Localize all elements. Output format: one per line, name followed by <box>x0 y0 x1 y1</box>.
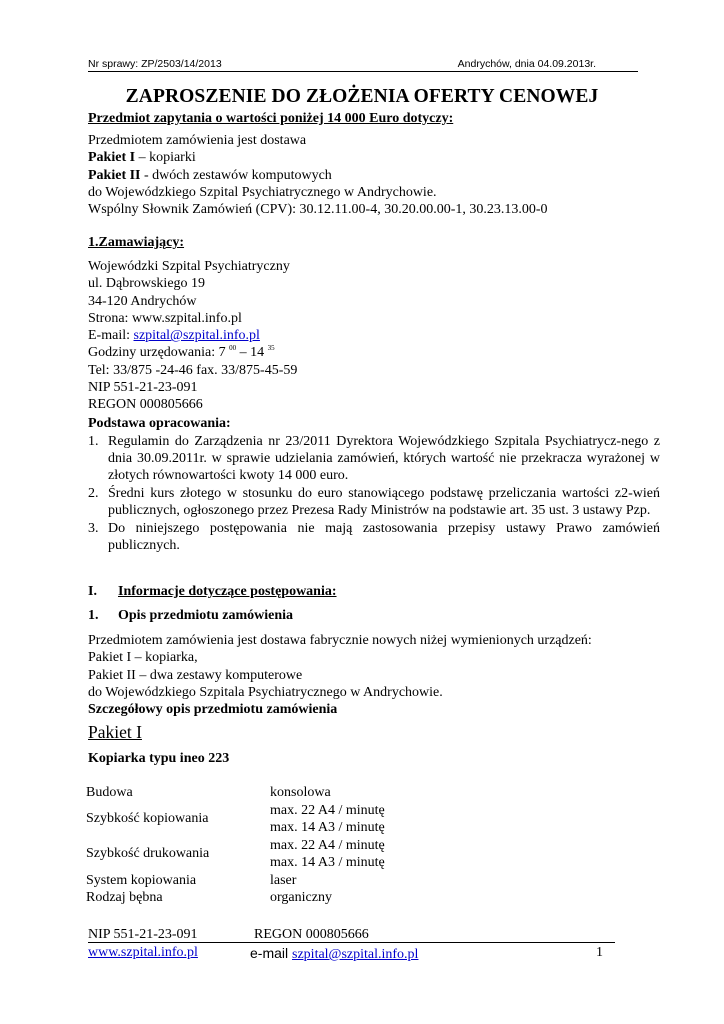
spec-value-line: max. 14 A3 / minutę <box>270 855 385 870</box>
hours-sup-end: 35 <box>267 344 275 353</box>
place-date: Andrychów, dnia 04.09.2013r. <box>457 58 596 70</box>
opis-line: do Wojewódzkiego Szpitala Psychiatrycznego w Andrychowie. <box>88 684 443 700</box>
hospital-name: Wojewódzki Szpital Psychiatryczny <box>88 259 290 274</box>
opis-line: Pakiet I – kopiarka, <box>88 650 198 666</box>
spec-value <box>268 802 387 837</box>
spec-value-line: max. 14 A3 / minutę <box>270 820 385 835</box>
spec-value-line: konsolowa <box>270 785 331 800</box>
list-text: Średni kurs złotego w stosunku do euro stanowiącego podstawę przeliczania wartości z2-wień publicznych, ogłoszonego przez Prezesa Rady Ministrów na podstawie art. 35 ust. 3 ustawy Pzp. <box>108 486 660 518</box>
opis-detail-heading: Szczegółowy opis przedmiotu zamówienia <box>88 702 338 718</box>
email-label: E-mail: <box>88 328 134 344</box>
zamawiajacy-heading: 1.Zamawiający: <box>88 235 185 250</box>
footer-email <box>250 945 418 963</box>
intro-cpv: Wspólny Słownik Zamówień (CPV): 30.12.11.00-4, 30.20.00.00-1, 30.23.13.00-0 <box>88 202 548 218</box>
document-subtitle: Przedmiot zapytania o wartości poniżej 14 000 Euro dotyczy: <box>88 111 454 126</box>
list-number: 1. <box>88 434 99 449</box>
footer-email-link[interactable]: szpital@szpital.info.pl <box>292 947 419 962</box>
spec-key: System kopiowania <box>86 872 197 888</box>
list-number: 3. <box>88 521 99 536</box>
hours-mid: – 14 <box>236 345 268 361</box>
phone: Tel: 33/875 -24-46 fax. 33/875-45-59 <box>88 362 298 378</box>
opis-block <box>88 632 640 718</box>
list-item <box>88 485 660 519</box>
list-text: Do niniejszego postępowania nie mają zastosowania przepisy ustawy Prawo zamówień publicznych. <box>108 521 660 553</box>
intro-line: Przedmiotem zamówienia jest dostawa <box>88 133 307 148</box>
section-heading-1 <box>88 584 337 600</box>
website: Strona: www.szpital.info.pl <box>88 310 242 326</box>
list-text: Regulamin do Zarządzenia nr 23/2011 Dyrektora Wojewódzkiego Szpitala Psychiatrycz-nego z dnia 30.09.2011r. w sprawie udzielania zamówień, których wartość nie przekracza wyrażonej w złotych równowartości kwoty 14 000 euro. <box>108 434 660 483</box>
street: ul. Dąbrowskiego 19 <box>88 276 206 292</box>
hours-sup-start: 00 <box>229 344 237 353</box>
footer-website-link[interactable]: www.szpital.info.pl <box>88 945 198 960</box>
footer-contacts <box>88 945 608 961</box>
page-number: 1 <box>596 945 603 960</box>
list-number: 2. <box>88 486 99 501</box>
email-link[interactable]: szpital@szpital.info.pl <box>133 328 260 344</box>
footer-email-label: e-mail <box>250 945 293 961</box>
intro-block <box>88 132 640 218</box>
nip: NIP 551-21-23-091 <box>88 380 198 396</box>
kopiarka-heading: Kopiarka typu ineo 223 <box>88 751 230 766</box>
document-title: ZAPROSZENIE DO ZŁOŻENIA OFERTY CENOWEJ <box>125 86 599 107</box>
table-row <box>84 802 387 837</box>
spec-value-line: max. 22 A4 / minutę <box>270 837 385 853</box>
spec-key: Szybkość drukowania <box>86 846 210 862</box>
email-line <box>88 327 640 344</box>
pakiet2-label: Pakiet II <box>88 167 141 183</box>
section-number: 1. <box>88 608 99 623</box>
footer-regon: REGON 000805666 <box>254 927 369 942</box>
pakiet2-text: - dwóch zestawów komputowych <box>140 167 332 183</box>
spec-key: Szybkość kopiowania <box>86 811 209 827</box>
podstawa-heading: Podstawa opracowania: <box>88 416 231 431</box>
spec-value <box>268 872 387 890</box>
section-title: Opis przedmiotu zamówienia <box>118 608 293 623</box>
spec-table <box>84 784 387 907</box>
opis-line: Przedmiotem zamówienia jest dostawa fabrycznie nowych niżej wymienionych urządzeń: <box>88 633 592 648</box>
case-number: Nr sprawy: ZP/2503/14/2013 <box>88 58 222 70</box>
section-heading-2 <box>88 608 293 624</box>
spec-key: Budowa <box>86 785 133 800</box>
pakiet1-text: – kopiarki <box>135 150 196 166</box>
spec-value-line: laser <box>270 872 297 888</box>
footer-nip: NIP 551-21-23-091 <box>88 927 198 942</box>
spec-value-line: max. 22 A4 / minutę <box>270 802 385 818</box>
podstawa-list <box>88 433 660 555</box>
intro-pakiet2 <box>88 167 640 184</box>
page-header <box>88 58 638 72</box>
pakiet1-label: Pakiet I <box>88 150 136 166</box>
section-number: I. <box>88 584 97 599</box>
footer-ids <box>88 927 369 943</box>
regon: REGON 000805666 <box>88 397 203 413</box>
table-row <box>84 872 387 890</box>
intro-pakiet1 <box>88 149 640 166</box>
pakiet-heading: Pakiet I <box>88 722 142 742</box>
office-hours <box>88 344 640 361</box>
spec-value <box>268 784 387 802</box>
spec-value <box>268 889 387 907</box>
opis-line: Pakiet II – dwa zestawy komputerowe <box>88 667 303 683</box>
spec-key: Rodzaj bębna <box>86 890 163 905</box>
table-row <box>84 784 387 802</box>
list-item <box>88 433 660 484</box>
zamawiajacy-block <box>88 258 640 414</box>
list-item <box>88 520 660 554</box>
city: 34-120 Andrychów <box>88 293 197 309</box>
section-title: Informacje dotyczące postępowania: <box>118 584 337 599</box>
intro-line: do Wojewódzkiego Szpital Psychiatrycznego w Andrychowie. <box>88 184 437 200</box>
hours-label: Godziny urzędowania: 7 <box>88 345 230 361</box>
table-row <box>84 837 387 872</box>
footer-divider <box>88 942 615 943</box>
spec-value <box>268 837 387 872</box>
table-row <box>84 889 387 907</box>
spec-value-line: organiczny <box>270 890 332 905</box>
